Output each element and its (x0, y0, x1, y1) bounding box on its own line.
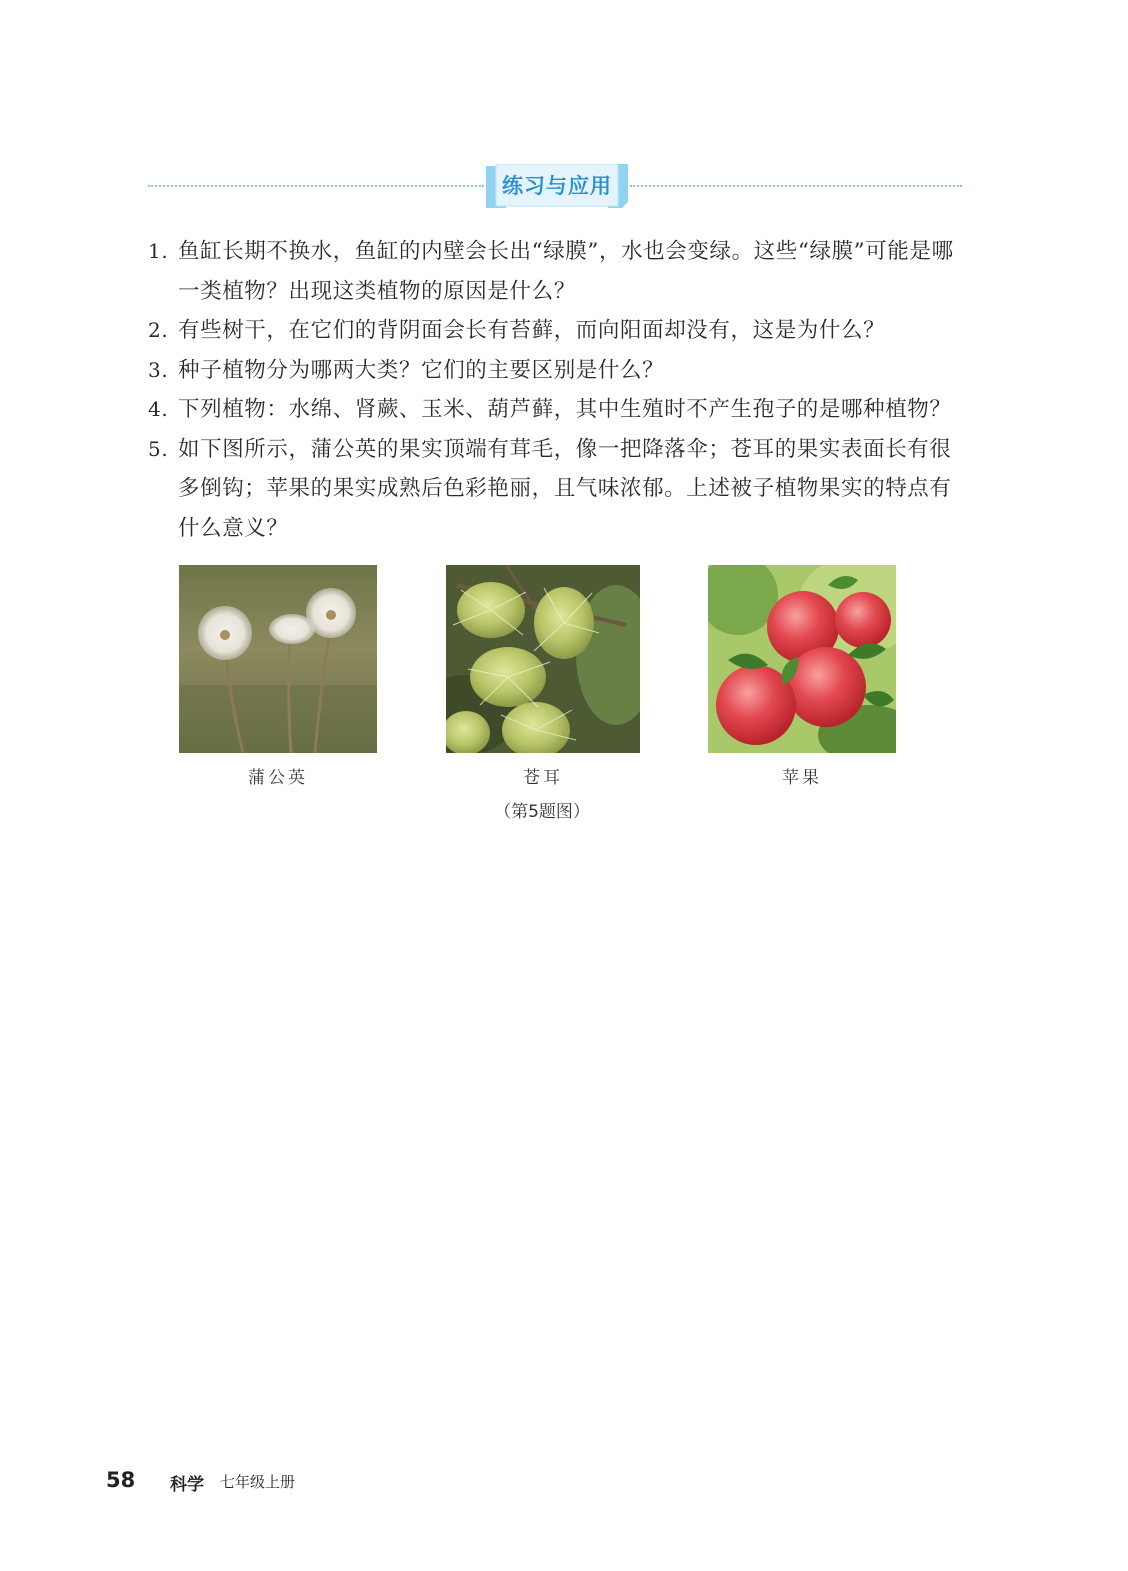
dotted-divider-right (630, 185, 962, 187)
dandelion-photo (179, 565, 377, 753)
figure-cocklebur (446, 565, 640, 788)
section-title: 练习与应用 (502, 174, 612, 198)
question-3 (148, 351, 968, 391)
section-badge (486, 164, 628, 208)
apple-photo (708, 565, 896, 753)
cocklebur-photo (446, 565, 640, 753)
question-text: 有些树干，在它们的背阴面会长有苔藓，而向阳面却没有，这是为什么？ (178, 318, 886, 343)
question-number: 3. (148, 357, 169, 382)
footer-grade: 七年级上册 (220, 1473, 296, 1491)
figure-caption: 蒲公英 (248, 768, 308, 788)
figure-apple (708, 565, 896, 788)
figure-dandelion (179, 565, 377, 788)
question-2 (148, 311, 968, 351)
section-header (148, 162, 962, 212)
dotted-divider-left (148, 185, 484, 187)
question-number: 1. (148, 239, 169, 263)
question-4 (148, 390, 968, 430)
question-number: 5. (148, 436, 169, 461)
question-text: 如下图所示，蒲公英的果实顶端有茸毛，像一把降落伞；苍耳的果实表面长有很多倒钩；苹果的果实成熟后色彩艳丽，且气味浓郁。上述被子植物果实的特点有什么意义？ (178, 436, 952, 541)
figure-title: （第5题图） (494, 802, 590, 822)
page-number: 58 (106, 1468, 136, 1492)
figure-group (0, 565, 1128, 825)
question-number: 2. (148, 318, 169, 342)
figure-caption: 苹果 (782, 768, 822, 788)
question-text: 种子植物分为哪两大类？它们的主要区别是什么？ (178, 357, 665, 383)
question-number: 4. (148, 397, 169, 421)
question-text: 下列植物：水绵、肾蕨、玉米、葫芦藓，其中生殖时不产生孢子的是哪种植物？ (178, 397, 952, 422)
question-list (148, 232, 968, 548)
question-5 (148, 430, 968, 549)
question-text: 鱼缸长期不换水，鱼缸的内壁会长出“绿膜”，水也会变绿。这些“绿膜”可能是哪一类植物？出现这类植物的原因是什么？ (178, 239, 954, 304)
figure-caption: 苍耳 (523, 768, 563, 788)
question-1 (148, 232, 968, 311)
footer-subject: 科学 (170, 1475, 204, 1495)
